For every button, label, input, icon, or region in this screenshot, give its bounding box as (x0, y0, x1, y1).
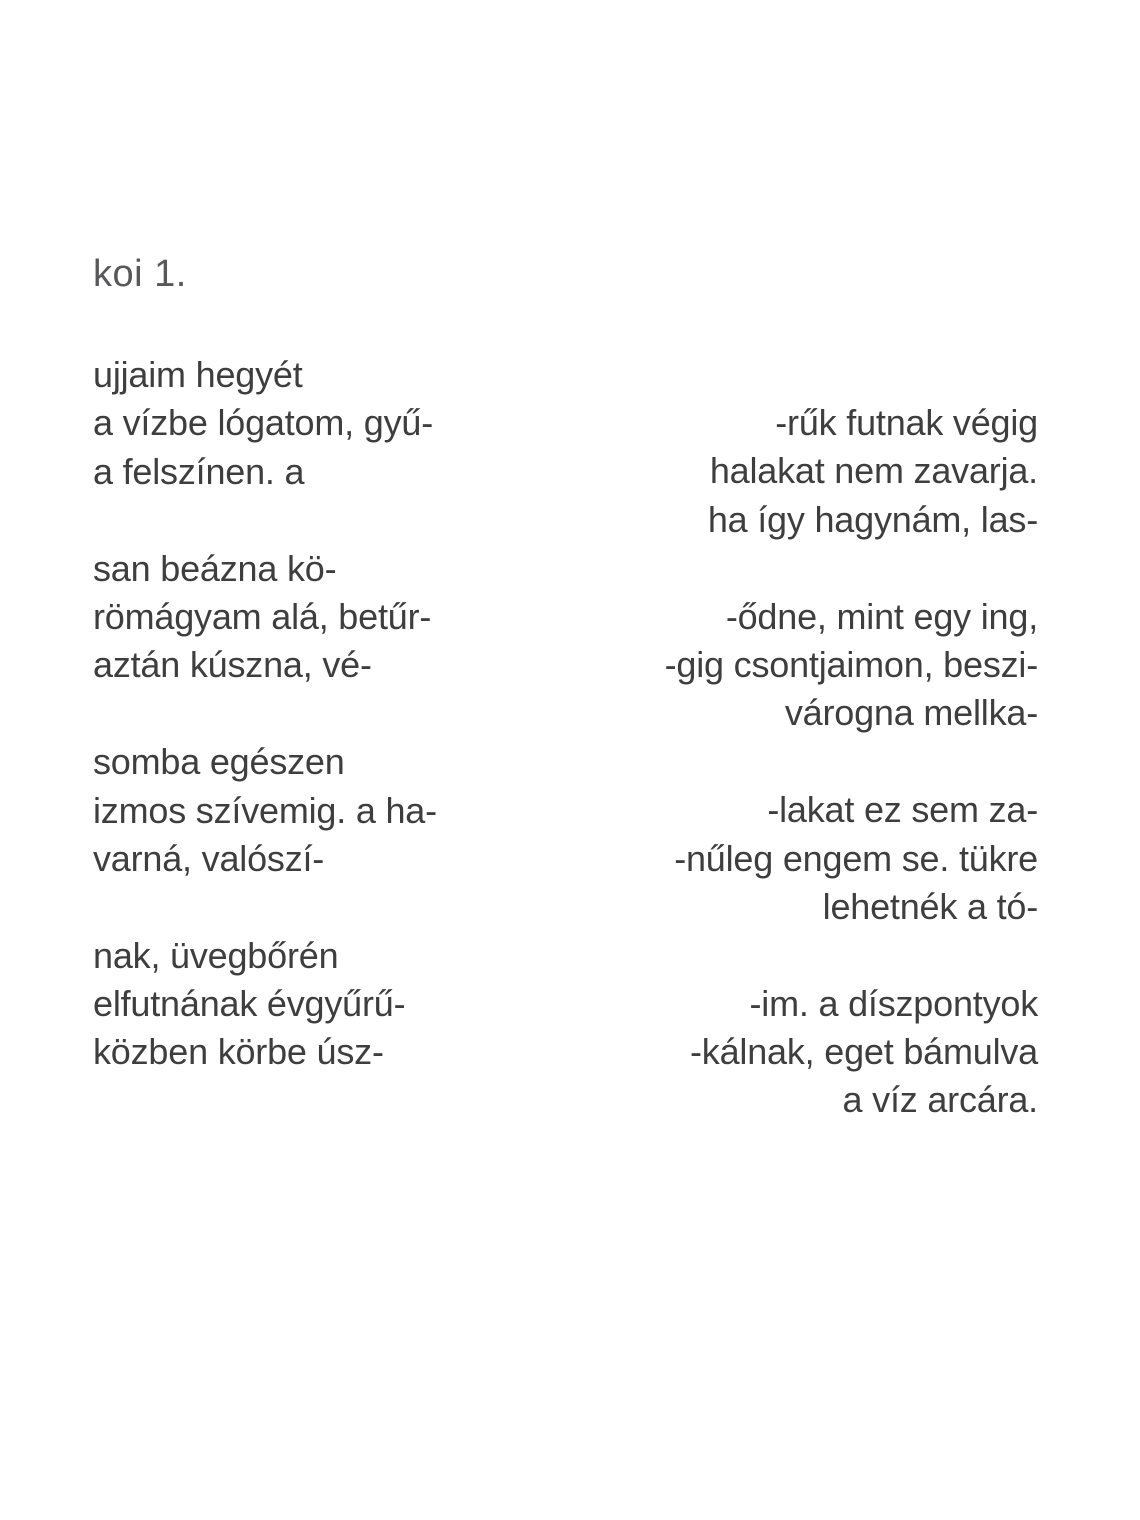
poem-left-column (93, 351, 437, 1077)
poem-right-column (665, 399, 1038, 1125)
poem-line: nak, üvegbőrén (93, 934, 339, 976)
poem-line: -lakat ez sem za- (767, 789, 1038, 831)
poem-line: -kálnak, eget bámulva (690, 1031, 1038, 1073)
poem-line: somba egészen (93, 741, 345, 783)
poem-line: römágyam alá, betűr- (93, 595, 432, 637)
stanza-gap (665, 738, 1038, 786)
poem-line: -nűleg engem se. tükre (674, 837, 1038, 879)
stanza-gap (93, 883, 437, 931)
poem-line: -ődne, mint egy ing, (725, 595, 1038, 637)
poem-line: elfutnának évgyűrű- (93, 983, 406, 1025)
poem-line: ujjaim hegyét (93, 354, 303, 395)
poem-line: -im. a díszpontyok (749, 982, 1038, 1024)
poem-line: közben körbe úsz- (93, 1031, 384, 1073)
poem-line: ha így hagynám, las- (707, 498, 1038, 540)
poem-line: san beázna kö- (93, 547, 337, 589)
poem-title: koi 1. (93, 253, 187, 295)
poem-line: halakat nem zavarja. (709, 450, 1038, 492)
poem-line: a felszínen. a (93, 450, 305, 492)
poem-line: lehetnék a tó- (822, 885, 1038, 927)
poem-line: várogna mellka- (784, 692, 1038, 734)
poem-line: varná, valószí- (93, 837, 325, 879)
stanza-gap (665, 544, 1038, 592)
poem-line: -rűk futnak végig (775, 402, 1038, 443)
poem-line: izmos szívemig. a ha- (93, 789, 437, 831)
poem-line: a víz arcára. (842, 1079, 1038, 1121)
poem-line: -gig csontjaimon, beszi- (664, 643, 1038, 685)
stanza-gap (93, 690, 437, 738)
poem-line: aztán kúszna, vé- (93, 644, 372, 686)
stanza-gap (93, 496, 437, 544)
stanza-gap (665, 931, 1038, 979)
poem-line: a vízbe lógatom, gyű- (93, 402, 433, 444)
